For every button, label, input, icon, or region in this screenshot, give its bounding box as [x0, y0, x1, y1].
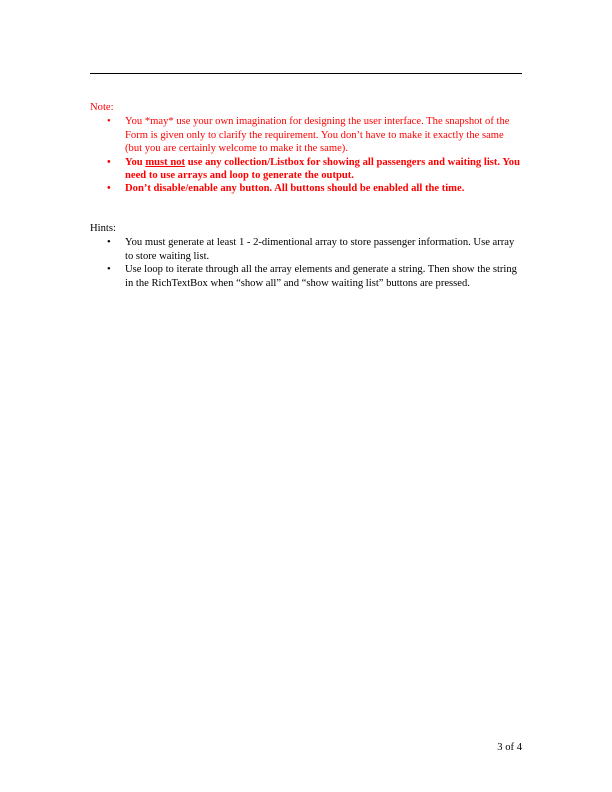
hints-section	[90, 222, 522, 290]
bullet-dot-icon: •	[107, 116, 111, 128]
header-rule	[90, 73, 522, 74]
note-item	[90, 115, 522, 155]
bullet-dot-icon: •	[107, 183, 111, 195]
note-item-text: You *may* use your own imagination for designing the user interface. The snapshot of the Form is given only to clarify the requirement. You don’t have to make it exactly the same (but you are certainly welcome to make it the same).	[125, 116, 510, 155]
bullet-dot-icon: •	[107, 264, 111, 276]
note-item	[90, 156, 522, 183]
note-item-prefix: You	[125, 156, 146, 168]
hint-item-text: You must generate at least 1 - 2-dimentional array to store passenger information. Use array to store waiting list.	[125, 237, 515, 262]
hints-heading: Hints:	[90, 223, 116, 234]
note-item	[90, 182, 522, 195]
hint-item-text: Use loop to iterate through all the array elements and generate a string. Then show the string in the RichTextBox when “show all” and “show waiting list” buttons are pressed.	[125, 264, 517, 289]
bullet-dot-icon: •	[107, 156, 111, 168]
note-list	[90, 115, 522, 195]
note-item-text: Don’t disable/enable any button. All buttons should be enabled all the time.	[125, 183, 465, 195]
hint-item	[90, 263, 522, 290]
note-item-emphasis: must not	[145, 156, 186, 168]
note-heading: Note:	[90, 102, 114, 113]
hint-item	[90, 236, 522, 263]
bullet-dot-icon: •	[107, 237, 111, 249]
page-number: 3 of 4	[497, 742, 522, 753]
note-item-suffix: use any collection/Listbox for showing all passengers and waiting list. You need to use arrays and loop to generate the output.	[125, 156, 520, 182]
hints-list	[90, 236, 522, 290]
note-section	[90, 101, 522, 196]
